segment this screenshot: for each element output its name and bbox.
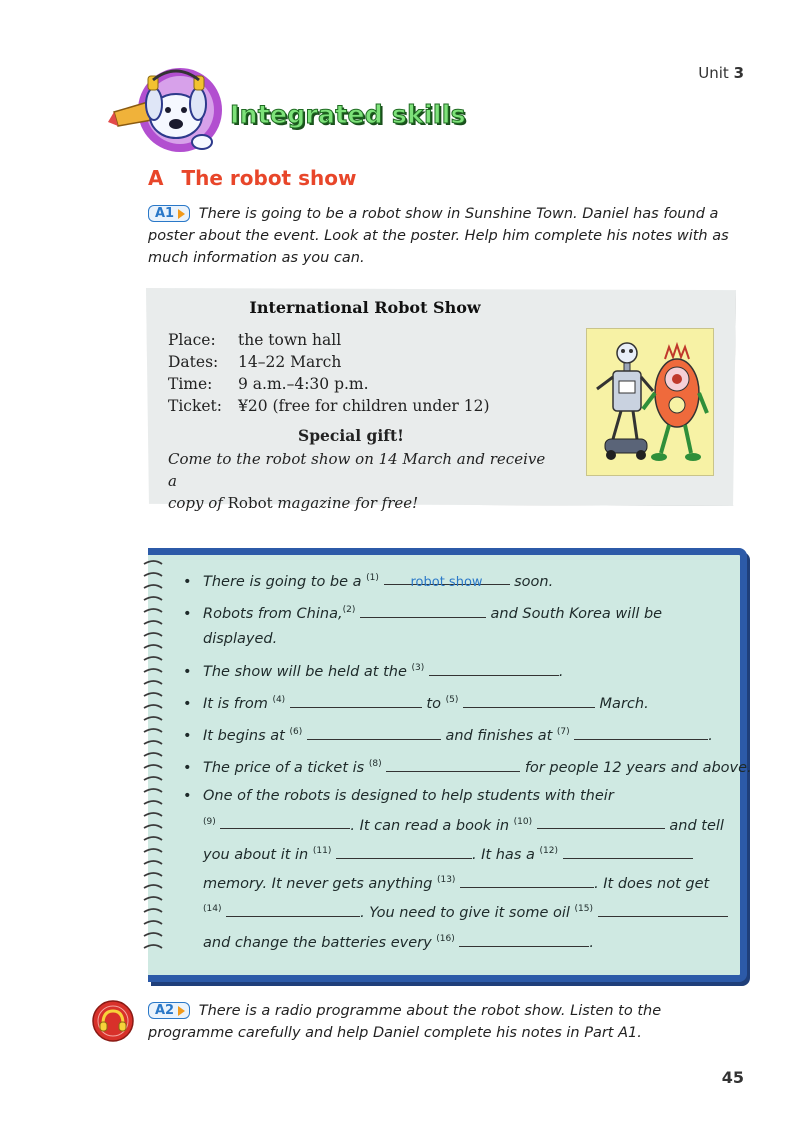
a1-badge: A1 <box>148 205 190 222</box>
note-3: • The show will be held at the $^{(3)}$ . <box>183 656 563 685</box>
spiral-binding <box>140 556 166 960</box>
headphones-icon[interactable] <box>92 1000 134 1042</box>
note-2: • Robots from China,$^{(2)}$ and South Korea will be displayed. <box>183 598 662 653</box>
note-9: • One of the robots is designed to help students with their $^{(9)}$ . It can read a book in $^{(10)}$ and tell you about it in $^{(11)}$ . It has a $^{(12)}$ memory. It never gets anything $^{(13)}$ . It does not get $^{(14)}$ . You need to give it some oil $^{(15)}$ and change the batteries every $^{(16)}$ . <box>183 784 728 956</box>
poster-row-ticket: Ticket: ¥20 (free for children under 12) <box>168 397 490 415</box>
answer-blank-15[interactable] <box>598 902 728 917</box>
answer-blank-6[interactable] <box>307 725 441 740</box>
answer-blank-7[interactable] <box>574 725 708 740</box>
answer-blank-10[interactable] <box>537 814 665 829</box>
robot-illustration <box>586 328 714 476</box>
note-6: • It begins at $^{(6)}$ and finishes at $^{(7)}$ . <box>183 720 713 749</box>
answer-blank-9[interactable] <box>220 814 350 829</box>
poster-title: International Robot Show <box>249 298 481 317</box>
answer-blank-12[interactable] <box>563 844 693 859</box>
answer-blank-3[interactable] <box>429 661 559 676</box>
note-1: • There is going to be a $^{(1)}$ robot show soon. <box>183 566 553 595</box>
dog-mascot-icon <box>108 66 228 156</box>
gift-title: Special gift! <box>298 426 404 445</box>
gift-text: Come to the robot show on 14 March and receive a copy of Robot magazine for free! <box>168 450 546 512</box>
answer-blank-2[interactable] <box>360 603 486 618</box>
answer-blank-4[interactable] <box>290 693 422 708</box>
page-number: 45 <box>721 1068 744 1087</box>
answer-blank-5[interactable] <box>463 693 595 708</box>
answer-blank-8[interactable] <box>386 757 520 772</box>
answer-blank-1[interactable]: robot show <box>384 570 510 585</box>
a2-badge: A2 <box>148 1002 190 1019</box>
answer-blank-11[interactable] <box>336 844 472 859</box>
section-title: Integrated skills <box>230 100 466 129</box>
answer-blank-13[interactable] <box>460 873 594 888</box>
a2-instruction: A2 There is a radio programme about the robot show. Listen to the programme carefully and help Daniel complete his notes in Part A1. <box>148 1003 662 1041</box>
note-4: • It is from $^{(4)}$ to $^{(5)}$ March. <box>183 688 649 717</box>
note-8: • The price of a ticket is $^{(8)}$ for people 12 years and above. <box>183 752 752 781</box>
poster-row-dates: Dates: 14–22 March <box>168 353 342 371</box>
a1-instruction: A1 There is going to be a robot show in Sunshine Town. Daniel has found a poster about the event. Look at the poster. Help him complete his notes with as much information as you can. <box>148 206 729 266</box>
answer-blank-16[interactable] <box>459 932 589 947</box>
answer-blank-14[interactable] <box>226 902 360 917</box>
poster-row-time: Time: 9 a.m.–4:30 p.m. <box>168 375 369 393</box>
unit-label: Unit 3 <box>698 64 744 82</box>
poster-row-place: Place: the town hall <box>168 331 342 349</box>
section-heading: A The robot show <box>148 166 357 190</box>
